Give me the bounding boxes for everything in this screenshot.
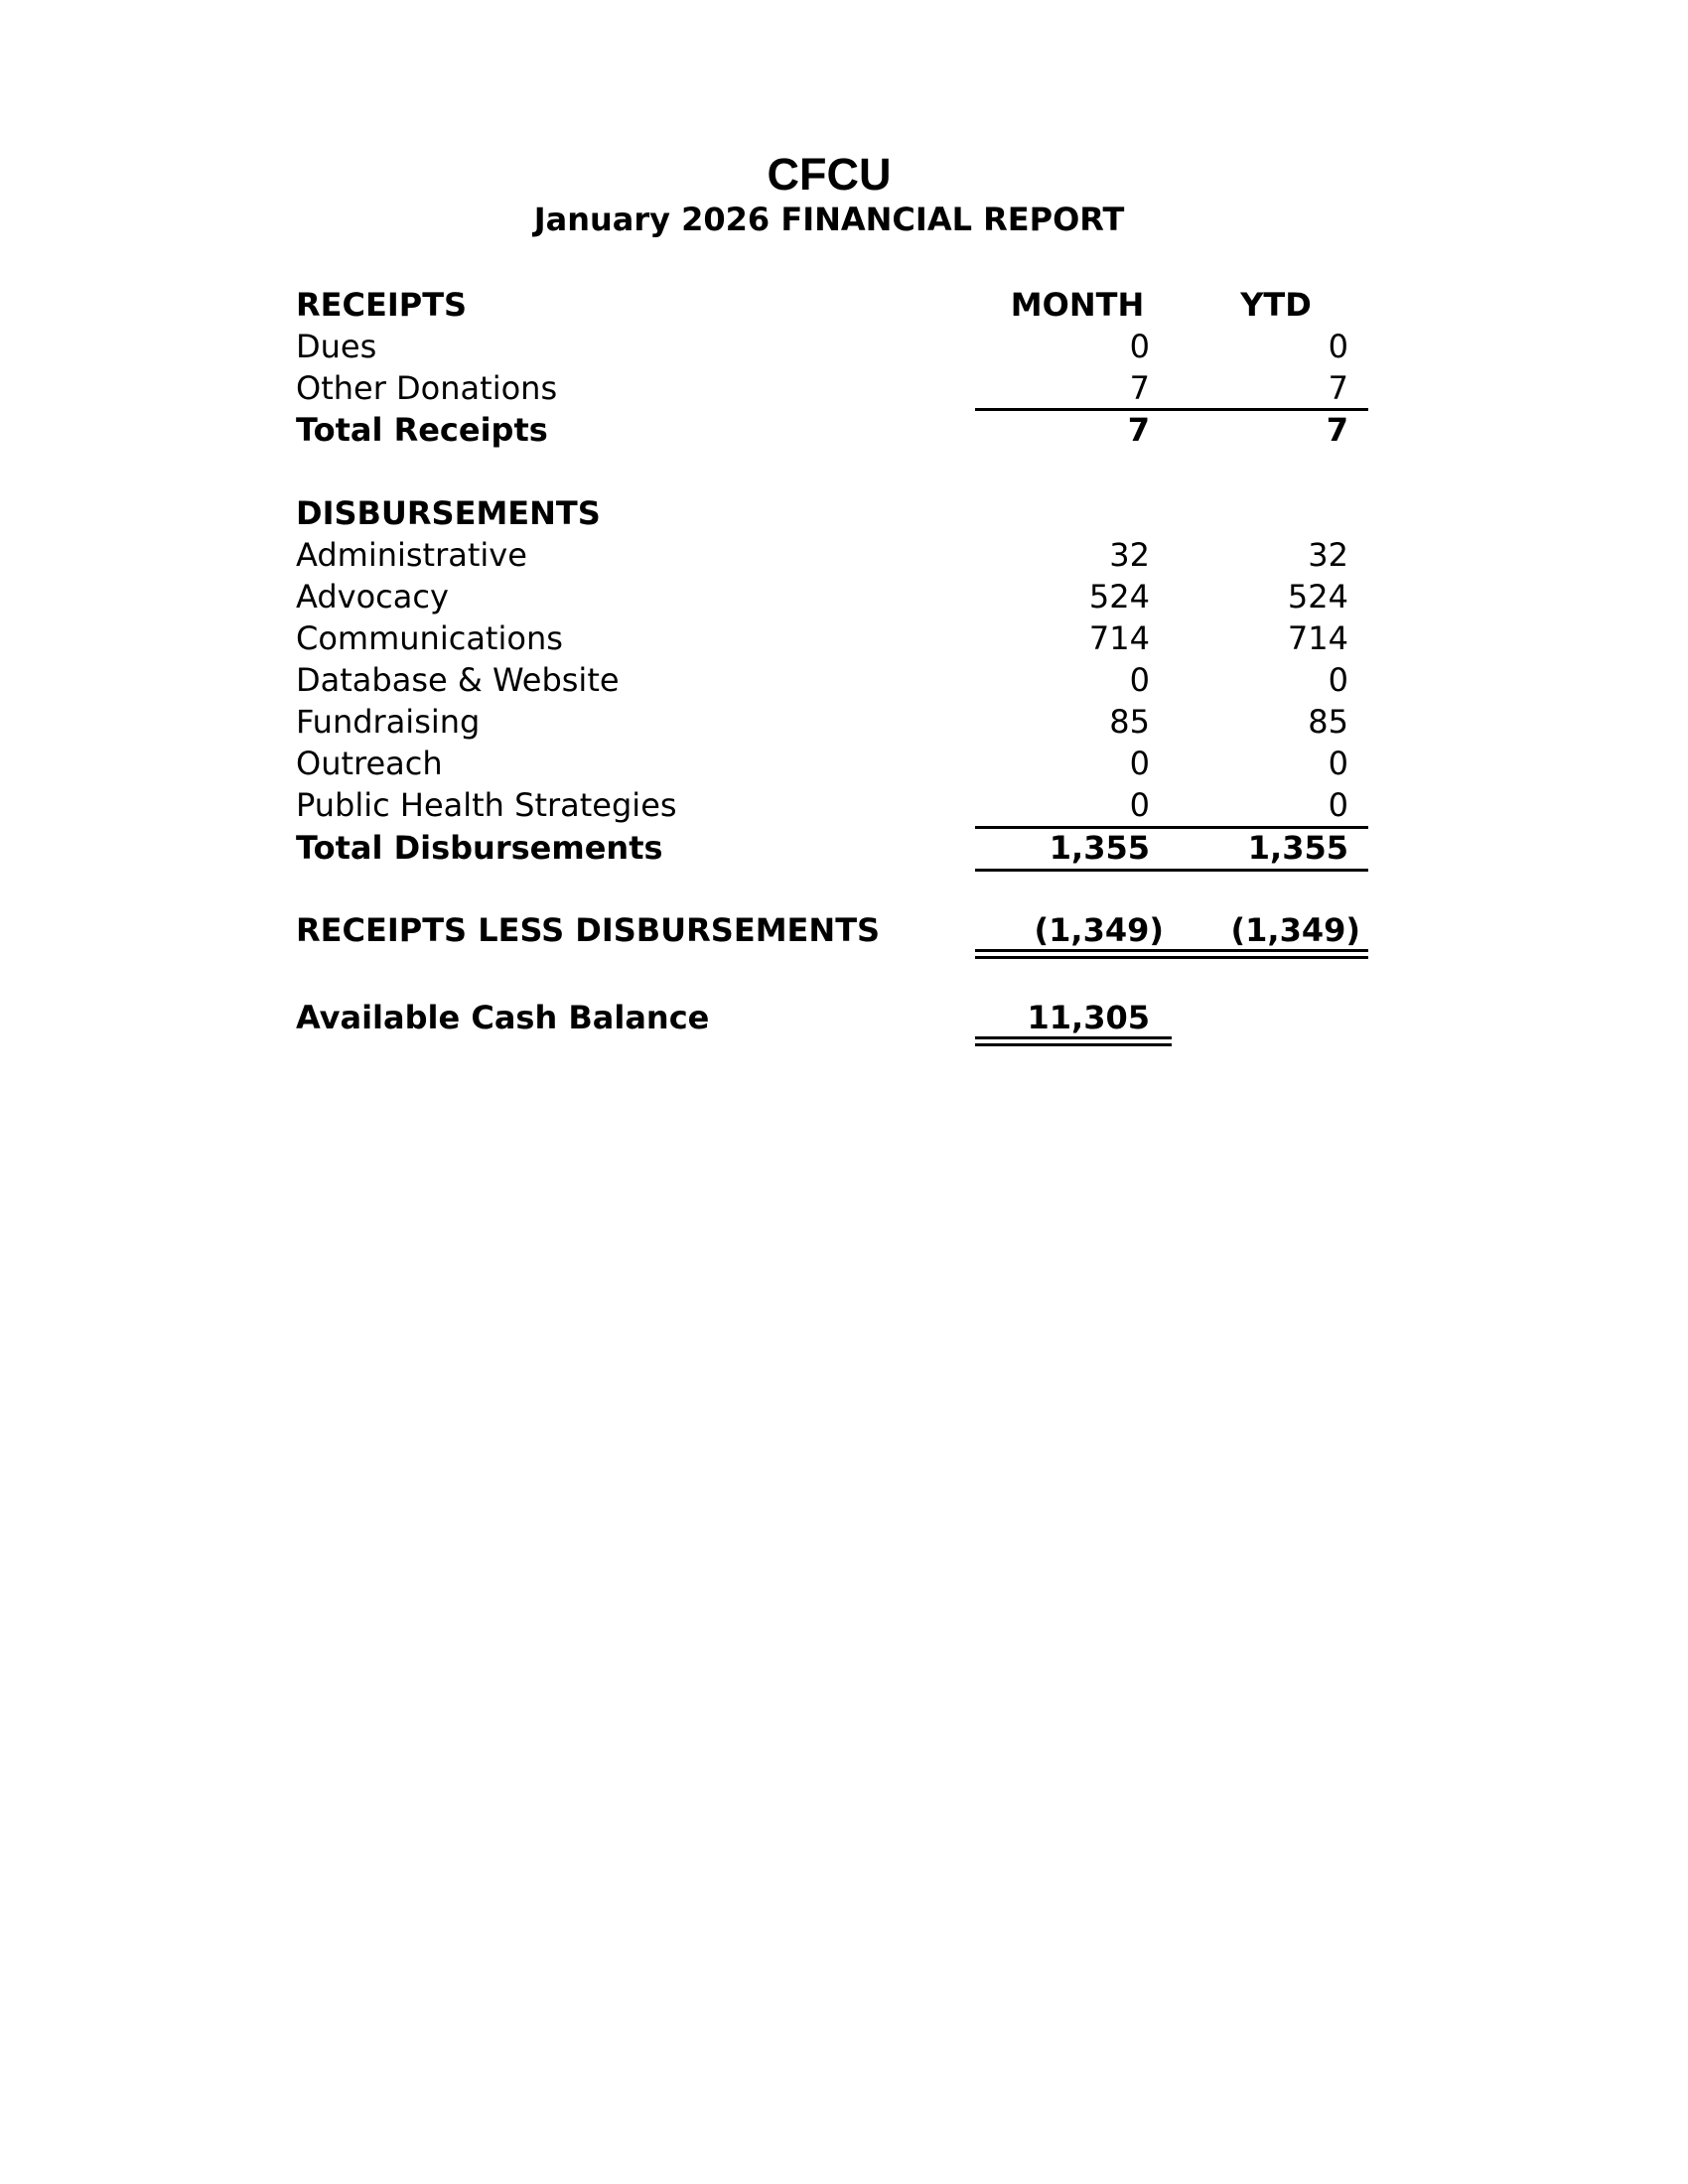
disbursement-label: Public Health Strategies — [296, 786, 677, 824]
total-disbursements-label: Total Disbursements — [296, 829, 663, 867]
net-ytd-value: (1,349) — [1230, 911, 1360, 949]
disbursement-ytd-value: 0 — [1328, 745, 1348, 782]
report-subtitle: January 2026 FINANCIAL REPORT — [533, 201, 1125, 238]
receipt-month-value: 0 — [1129, 328, 1150, 365]
month-column-header: MONTH — [1010, 286, 1145, 324]
disbursement-month-value: 85 — [1109, 703, 1150, 741]
net-double-rule — [975, 949, 1368, 959]
disbursement-ytd-value: 524 — [1287, 578, 1348, 615]
disbursement-row-database-website — [0, 659, 1688, 701]
disbursement-label: Communications — [296, 619, 563, 657]
cash-balance-label: Available Cash Balance — [296, 999, 710, 1036]
disbursements-header-row — [0, 492, 1688, 534]
disbursement-label: Advocacy — [296, 578, 449, 615]
cash-balance-double-rule — [975, 1036, 1172, 1046]
receipts-heading: RECEIPTS — [296, 286, 468, 324]
receipts-header-row — [0, 284, 1688, 326]
disbursement-ytd-value: 0 — [1328, 786, 1348, 824]
disbursement-month-value: 714 — [1088, 619, 1150, 657]
disbursement-month-value: 524 — [1088, 578, 1150, 615]
disbursement-row-communications — [0, 617, 1688, 659]
total-receipts-ytd: 7 — [1326, 411, 1348, 449]
disbursement-month-value: 0 — [1129, 745, 1150, 782]
receipt-ytd-value: 7 — [1328, 369, 1348, 407]
disbursement-month-value: 32 — [1109, 536, 1150, 574]
disbursement-row-administrative — [0, 534, 1688, 576]
disbursement-ytd-value: 32 — [1308, 536, 1348, 574]
disbursement-month-value: 0 — [1129, 661, 1150, 699]
disbursement-label: Outreach — [296, 745, 443, 782]
disbursement-label: Database & Website — [296, 661, 620, 699]
receipt-month-value: 7 — [1129, 369, 1150, 407]
disbursement-ytd-value: 0 — [1328, 661, 1348, 699]
disbursement-label: Fundraising — [296, 703, 481, 741]
receipt-ytd-value: 0 — [1328, 328, 1348, 365]
total-disbursements-ytd: 1,355 — [1247, 829, 1348, 867]
available-cash-balance-row — [0, 997, 1688, 1038]
total-receipts-label: Total Receipts — [296, 411, 548, 449]
net-month-value: (1,349) — [1034, 911, 1164, 949]
disbursements-heading: DISBURSEMENTS — [296, 494, 601, 532]
receipt-label: Other Donations — [296, 369, 558, 407]
receipt-label: Dues — [296, 328, 377, 365]
disbursement-row-fundraising — [0, 701, 1688, 743]
disbursements-total-rule — [975, 869, 1368, 872]
disbursement-label: Administrative — [296, 536, 527, 574]
disbursement-month-value: 0 — [1129, 786, 1150, 824]
disbursement-row-public-health-strategies — [0, 784, 1688, 826]
receipt-row-dues — [0, 326, 1688, 367]
total-disbursements-row — [0, 827, 1688, 869]
total-receipts-month: 7 — [1127, 411, 1150, 449]
receipt-row-other-donations — [0, 367, 1688, 409]
net-label: RECEIPTS LESS DISBURSEMENTS — [296, 911, 881, 949]
organization-title: CFCU — [767, 149, 892, 200]
cash-balance-value: 11,305 — [1027, 999, 1150, 1036]
disbursement-ytd-value: 85 — [1308, 703, 1348, 741]
ytd-column-header: YTD — [1240, 286, 1312, 324]
disbursement-ytd-value: 714 — [1287, 619, 1348, 657]
disbursement-row-outreach — [0, 743, 1688, 784]
total-disbursements-month: 1,355 — [1049, 829, 1150, 867]
disbursement-row-advocacy — [0, 576, 1688, 617]
total-receipts-row — [0, 409, 1688, 451]
receipts-less-disbursements-row — [0, 909, 1688, 951]
